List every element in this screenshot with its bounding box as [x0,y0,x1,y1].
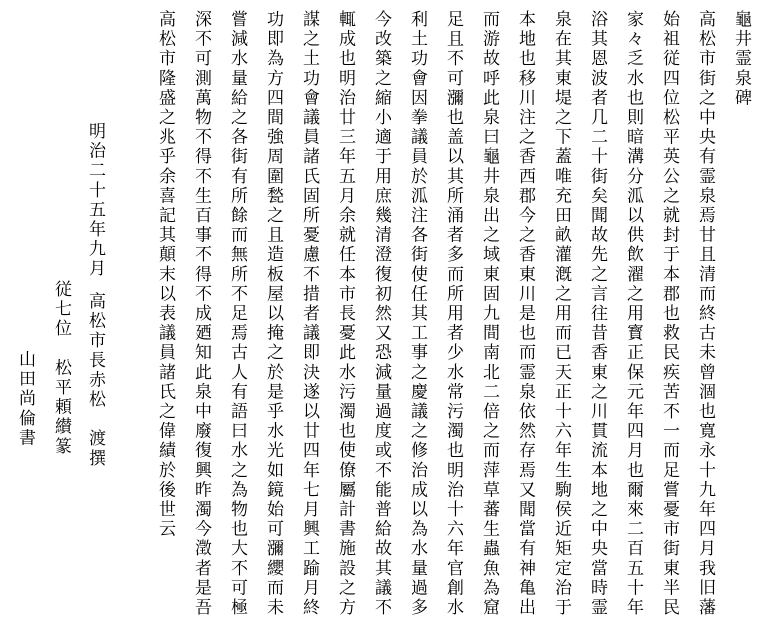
inscription-title: 龜井霊泉碑 [731,10,751,108]
inscription-date: 明治二十五年九月 [85,122,105,279]
inscription-column: 始祖従四位松平英公之就封于本郡也救民疾苦不一而足嘗憂市街東半民 [659,10,679,618]
author-line: 高松市長赤松 渡撰 [85,292,105,469]
inscription-column: 浴其恩波者几二十街矣聞故先之言往昔香東之川貫流本地之中央當時霊 [587,10,607,618]
inscription-column: 而游故呼此泉曰龜井泉出之域東固九間南北二倍之而萍草蕃生蟲魚為窟 [479,10,499,618]
inscription-column: 本地也移川注之香西郡今之香東川是也而霊泉依然存焉又聞當有神亀出 [515,10,535,618]
inscription-column: 謀之土功會議員諸氏固所憂慮不措者議即決遂以廿四年七月興工踰月終 [299,10,319,618]
inscription-column: 今改築之縮小適于用庶幾清澄復初然又恐減量過度或不能普給故其議不 [371,10,391,618]
inscription-column: 高松市街之中央有霊泉焉甘且清而終古未曾涸也寛永十九年四月我旧藩 [695,10,715,618]
inscription-column: 泉在其東堤之下蓋唯充田畝灌漑之用而已天正十六年生駒侯近矩定治于 [551,10,571,618]
inscription-column: 輒成也明治廿三年五月余就任本市長憂此水污濁也使僚屬計書施設之方 [335,10,355,618]
inscription-column: 家々乏水也則暗溝分泒以供飲濯之用寳正保元年四月也爾來二百五十年 [623,10,643,618]
inscription-column: 高松市隆盛之兆乎余喜記其顛末以表議員諸氏之偉績於後世云 [155,10,175,540]
inscription-column: 功即為方四間強周圍甃之且造板屋以掩之於是乎水光如鏡始可瀰纓而未 [263,10,283,618]
inscription-column: 利土功會因拳議員於泒注各街使任其工事之慶議之修治成以為水量過多 [407,10,427,618]
inscription-column: 嘗減水量給之各街有所餘而無所不足焉古人有語曰水之為物也大不可極 [227,10,247,618]
inscription-column: 足且不可瀰也盖以其所涌者多而所用者少水常污濁也明治十六年官創水 [443,10,463,618]
author-line: 山田尚倫書 [15,350,35,448]
inscription-column: 深不可測萬物不得不生百事不得不成廼知此泉中廢復興昨濁今澂者是吾 [191,10,211,618]
author-line: 従七位 松平頼纉篆 [51,280,71,457]
